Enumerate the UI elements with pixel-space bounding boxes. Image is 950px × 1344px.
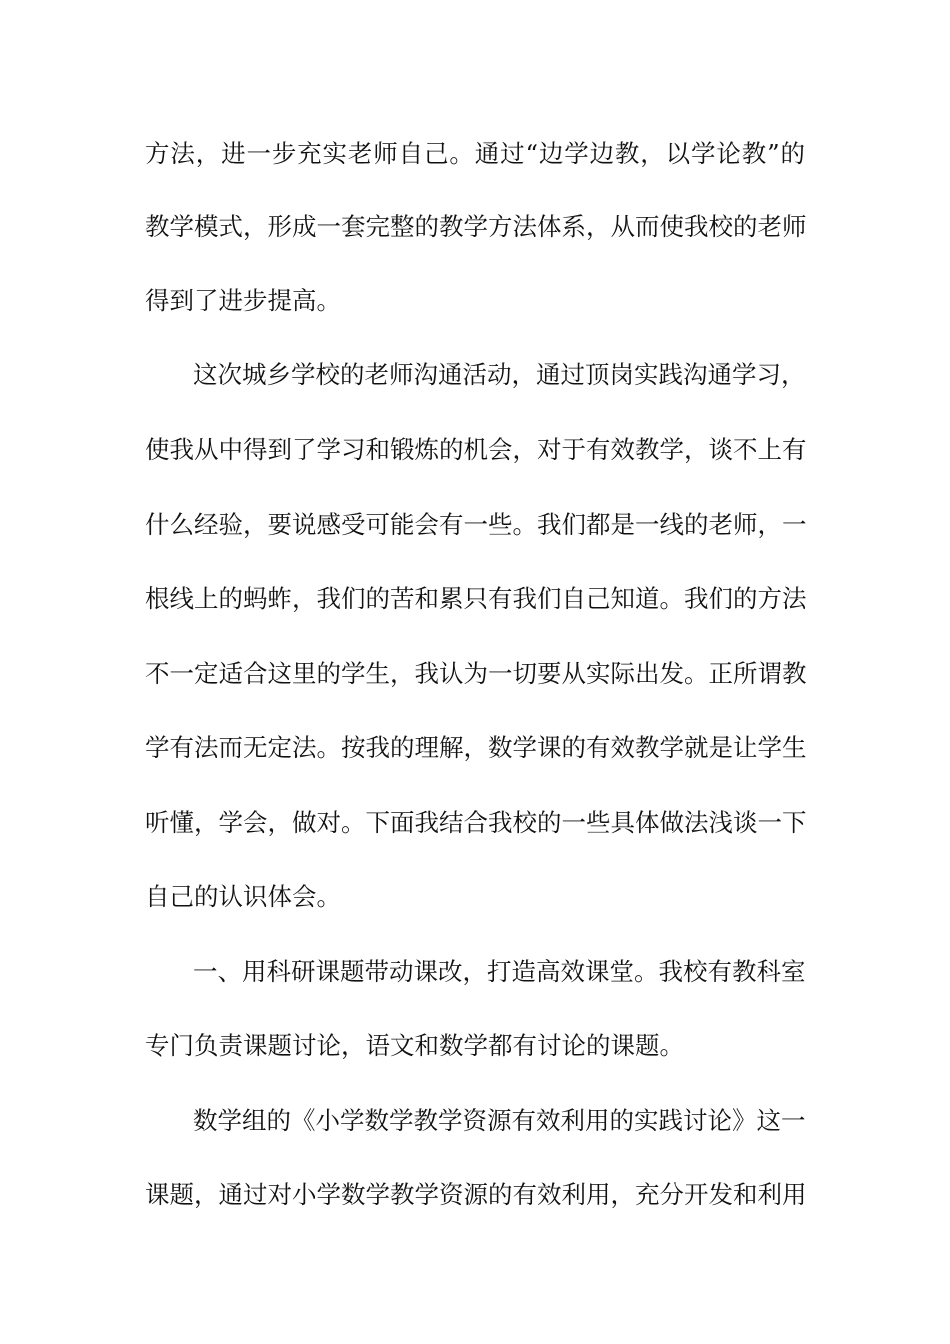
paragraph-first-line: 一、用科研课题带动课改，打造高效课堂。我校有教科室 — [193, 957, 806, 986]
text-line: 课题，通过对小学数学教学资源的有效利用，充分开发和利用 — [145, 1180, 807, 1209]
paragraph-first-line: 数学组的《小学数学教学资源有效利用的实践讨论》这一 — [193, 1106, 806, 1135]
text-line: 根线上的蚂蚱，我们的苦和累只有我们自己知道。我们的方法 — [145, 584, 807, 613]
text-line: 学有法而无定法。按我的理解，数学课的有效教学就是让学生 — [145, 733, 807, 762]
paragraph-first-line: 这次城乡学校的老师沟通活动，通过顶岗实践沟通学习， — [193, 360, 806, 389]
text-line: 得到了进步提高。 — [145, 286, 341, 315]
text-line: 使我从中得到了学习和锻炼的机会，对于有效教学，谈不上有 — [145, 435, 807, 464]
text-line: 不一定适合这里的学生，我认为一切要从实际出发。正所谓教 — [145, 659, 807, 688]
text-line: 自己的认识体会。 — [145, 882, 341, 911]
text-line: 教学模式，形成一套完整的教学方法体系，从而使我校的老师 — [145, 212, 807, 241]
text-line: 什么经验，要说感受可能会有一些。我们都是一线的老师，一 — [145, 510, 807, 539]
text-line: 方法，进一步充实老师自己。通过“边学边教，以学论教”的 — [145, 139, 805, 168]
text-line: 听懂，学会，做对。下面我结合我校的一些具体做法浅谈一下 — [145, 808, 807, 837]
text-line: 专门负责课题讨论，语文和数学都有讨论的课题。 — [145, 1031, 684, 1060]
